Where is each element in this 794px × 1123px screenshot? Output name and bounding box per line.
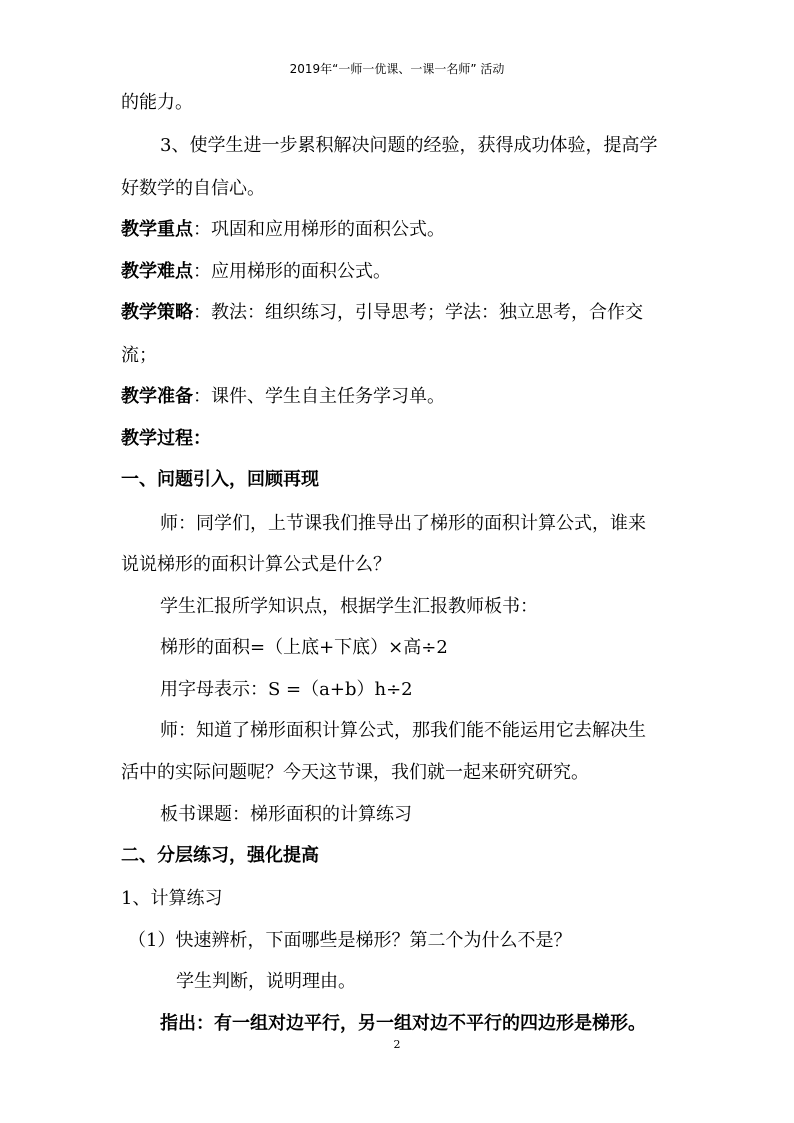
difficulty-line xyxy=(121,257,391,283)
objective-3: 3、使学生进一步累积解决问题的经验，获得成功体验，提高学 xyxy=(160,135,658,156)
difficulty-label: 教学难点 xyxy=(121,261,193,282)
text-line: 活中的实际问题呢？今天这节课，我们就一起来研究研究。 xyxy=(121,762,589,783)
formula-letters-line: 用字母表示：S =（a+b）h÷2 xyxy=(160,679,413,700)
difficulty-text: ：应用梯形的面积公式。 xyxy=(193,261,391,282)
section-heading-2: 二、分层练习，强化提高 xyxy=(121,845,319,866)
page-header: 2019年“一师一优课、一课一名师” 活动 xyxy=(289,62,505,76)
question-line: （1）快速辨析，下面哪些是梯形？第二个为什么不是？ xyxy=(128,930,572,951)
lesson-title-line: 板书课题：梯形面积的计算练习 xyxy=(160,804,412,825)
process-heading: 教学过程： xyxy=(121,428,211,449)
key-points-text: ：巩固和应用梯形的面积公式。 xyxy=(193,219,445,240)
text-line: 学生汇报所学知识点，根据学生汇报教师板书： xyxy=(160,596,538,617)
text-line: 流； xyxy=(121,345,157,366)
text-line: 好数学的自信心。 xyxy=(121,178,265,199)
strategy-text: ：教法：组织练习，引导思考；学法：独立思考，合作交 xyxy=(193,302,643,323)
key-points-label: 教学重点 xyxy=(121,219,193,240)
strategy-line xyxy=(121,298,643,324)
key-points-line xyxy=(121,215,445,241)
preparation-line xyxy=(121,382,445,408)
text-line: 学生判断，说明理由。 xyxy=(176,971,356,992)
preparation-text: ：课件、学生自主任务学习单。 xyxy=(193,386,445,407)
strategy-label: 教学策略 xyxy=(121,302,193,323)
preparation-label: 教学准备 xyxy=(121,386,193,407)
section-heading-1: 一、问题引入，回顾再现 xyxy=(121,469,319,490)
formula-line: 梯形的面积=（上底+下底）×高÷2 xyxy=(160,637,448,658)
text-line: 师：知道了梯形面积计算公式，那我们能不能运用它去解决生 xyxy=(160,720,646,741)
text-line: 的能力。 xyxy=(121,92,193,113)
definition-line: 指出：有一组对边平行，另一组对边不平行的四边形是梯形。 xyxy=(160,1013,646,1034)
page-number: 2 xyxy=(393,1038,401,1051)
subsection-heading: 1、计算练习 xyxy=(121,888,223,909)
text-line: 师：同学们，上节课我们推导出了梯形的面积计算公式，谁来 xyxy=(160,513,646,534)
text-line: 说说梯形的面积计算公式是什么？ xyxy=(121,554,391,575)
